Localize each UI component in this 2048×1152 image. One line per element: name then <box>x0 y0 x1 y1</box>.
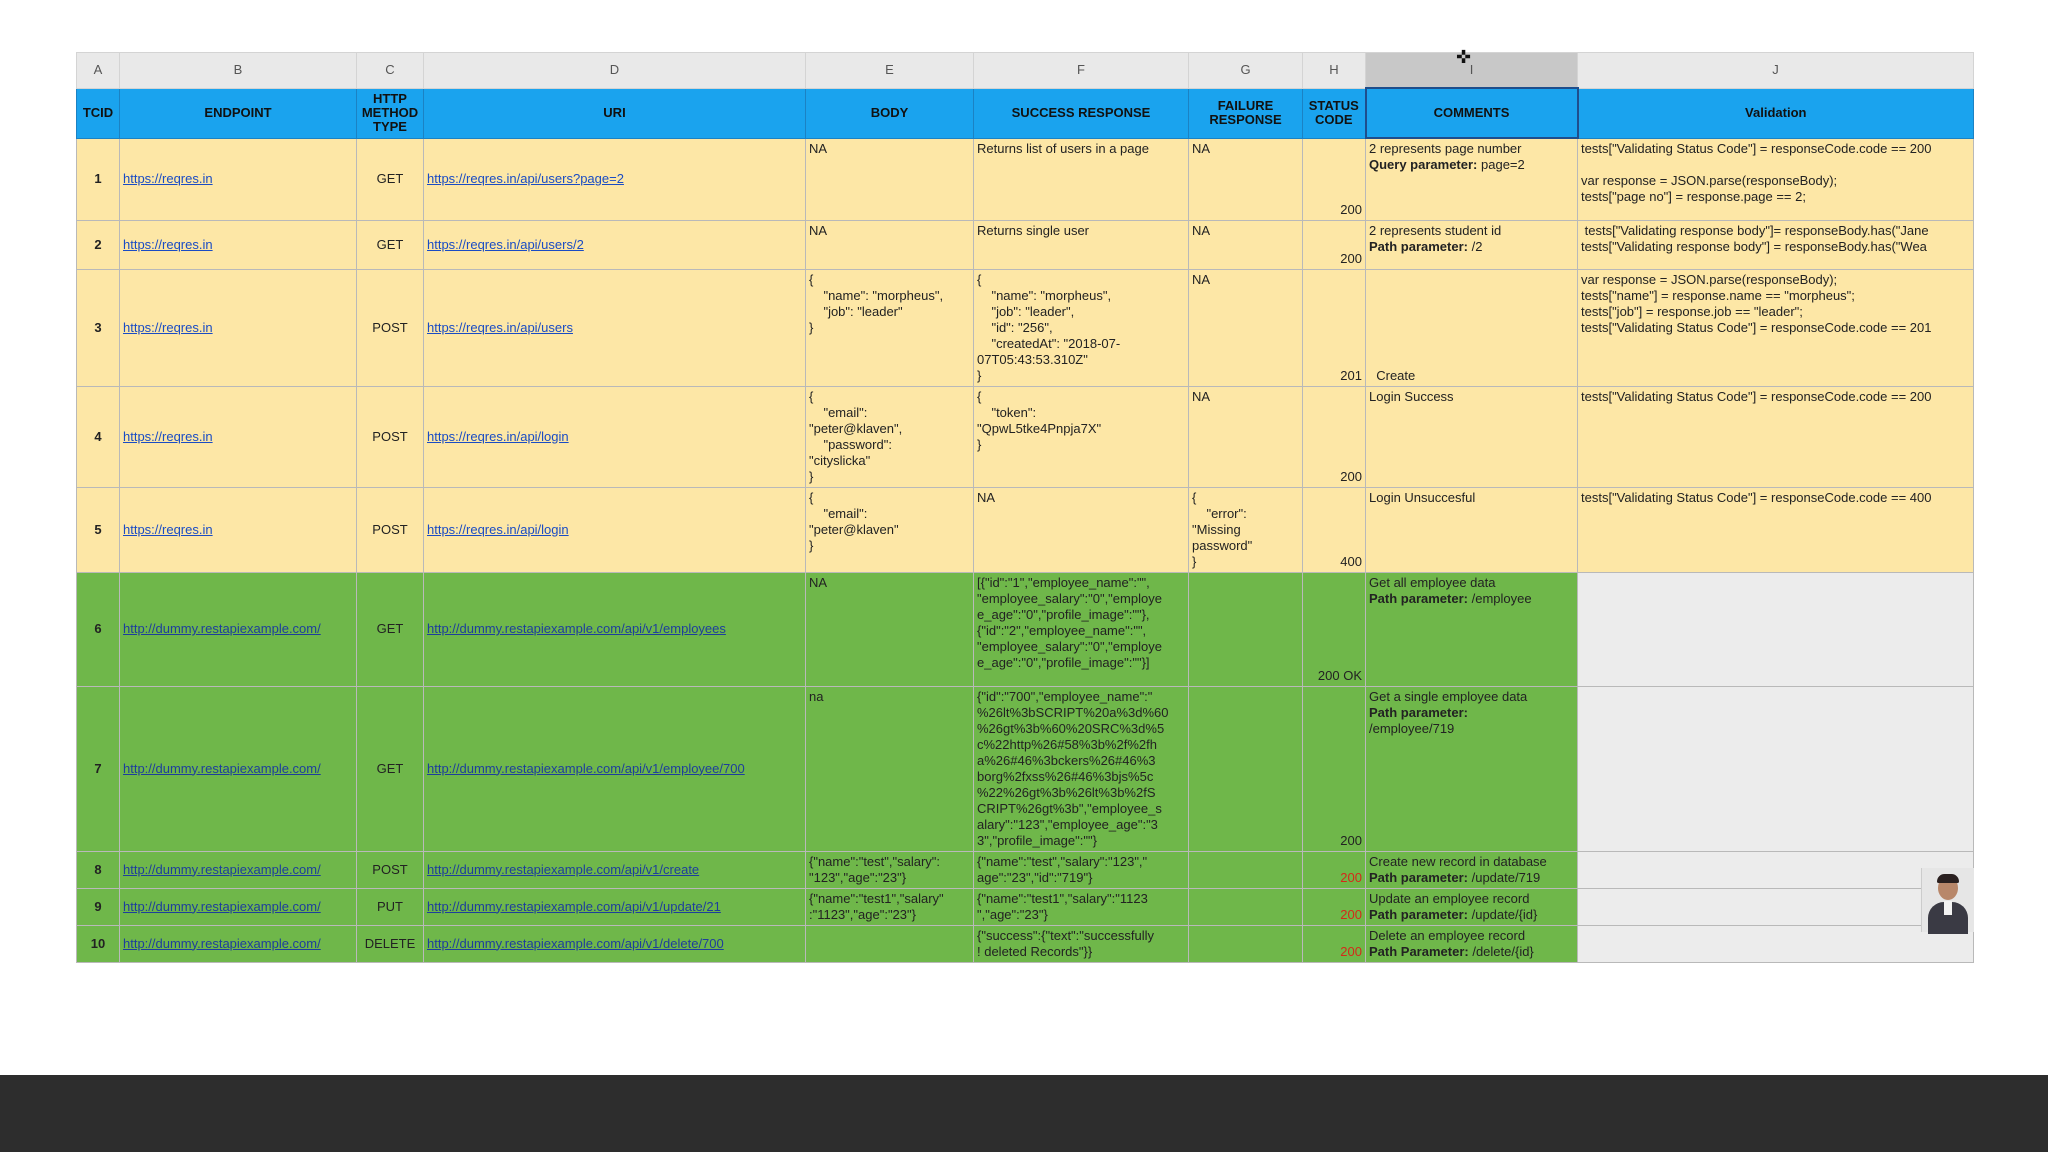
method-cell[interactable] <box>357 888 424 925</box>
tcid-cell[interactable] <box>77 386 120 487</box>
body-cell[interactable] <box>806 138 974 220</box>
column-letter-row <box>77 53 1974 89</box>
tcid-value: 1 <box>94 171 102 186</box>
comment-param-label: Path parameter: <box>1369 906 1468 922</box>
status-code-cell[interactable] <box>1303 269 1366 386</box>
comment-text: Create <box>1376 367 1416 383</box>
success-response-cell[interactable] <box>974 487 1189 572</box>
validation-value: tests["Validating Status Code"] = responseCode.code == 200 var response = JSON.parse(responseBody); tests["page no"] = response.page == 2; <box>1581 140 1932 204</box>
endpoint-link[interactable]: http://dummy.restapiexample.com/ <box>123 861 321 877</box>
body-cell[interactable] <box>806 220 974 269</box>
success-response-value: [{"id":"1","employee_name":"", "employee_salary":"0","employe e_age":"0","profile_image":""}, {"id":"2","employee_name":"", "employee_salary":"0","employe e_age":"0","profile_image":""}] <box>977 574 1162 670</box>
tcid-cell[interactable] <box>77 888 120 925</box>
status-code-value: 200 OK <box>1317 667 1362 683</box>
comment-param-label: Path parameter: <box>1369 238 1468 254</box>
status-code-cell[interactable] <box>1303 138 1366 220</box>
comment-text: Get a single employee data <box>1369 688 1528 704</box>
validation-cell[interactable] <box>1578 572 1974 686</box>
validation-cell[interactable] <box>1578 269 1974 386</box>
endpoint-link[interactable]: http://dummy.restapiexample.com/ <box>123 760 321 776</box>
tcid-value: 3 <box>94 319 102 335</box>
header-row <box>77 88 1974 138</box>
tcid-cell[interactable] <box>77 925 120 962</box>
success-response-value: { "token": "QpwL5tke4Pnpja7X" } <box>977 388 1102 452</box>
method-value: GET <box>376 621 404 636</box>
method-cell[interactable] <box>357 572 424 686</box>
failure-response-cell[interactable] <box>1189 138 1303 220</box>
endpoint-cell[interactable] <box>120 487 357 572</box>
uri-cell[interactable] <box>424 386 806 487</box>
failure-response-value: NA <box>1192 140 1211 156</box>
failure-response-cell[interactable] <box>1189 487 1303 572</box>
failure-response-cell[interactable] <box>1189 925 1303 962</box>
header-validation[interactable]: Validation <box>1578 88 1974 138</box>
method-value: POST <box>372 521 408 537</box>
presenter-avatar <box>1921 868 1974 932</box>
tcid-value: 6 <box>94 621 102 636</box>
uri-cell[interactable] <box>424 138 806 220</box>
uri-link[interactable]: https://reqres.in/api/login <box>427 521 569 537</box>
column-letter-i[interactable]: I <box>1366 53 1578 89</box>
success-response-cell[interactable] <box>974 925 1189 962</box>
validation-value: var response = JSON.parse(responseBody); tests["name"] = response.name == "morpheus"; tests["job"] = response.job == "leader"; tests["Validating Status Code"] = responseCode.code == 201 <box>1581 271 1932 335</box>
endpoint-link[interactable]: https://reqres.in <box>123 236 213 252</box>
endpoint-cell[interactable] <box>120 269 357 386</box>
success-response-cell[interactable] <box>974 888 1189 925</box>
method-cell[interactable] <box>357 925 424 962</box>
uri-link[interactable]: https://reqres.in/api/users <box>427 319 573 335</box>
success-response-cell[interactable] <box>974 269 1189 386</box>
failure-response-cell[interactable] <box>1189 220 1303 269</box>
api-test-table <box>76 52 1974 963</box>
column-letter-f[interactable]: F <box>974 53 1189 89</box>
method-value: PUT <box>377 898 403 914</box>
endpoint-link[interactable]: http://dummy.restapiexample.com/ <box>123 621 321 636</box>
tcid-value: 10 <box>90 935 106 951</box>
validation-cell[interactable] <box>1578 220 1974 269</box>
uri-link[interactable]: http://dummy.restapiexample.com/api/v1/employees <box>427 621 726 636</box>
table-row <box>77 851 1974 888</box>
comment-text: Get all employee data <box>1369 574 1496 590</box>
body-value: { "name": "morpheus", "job": "leader" } <box>809 271 944 335</box>
success-response-cell[interactable] <box>974 572 1189 686</box>
validation-cell[interactable] <box>1578 138 1974 220</box>
endpoint-link[interactable]: http://dummy.restapiexample.com/ <box>123 935 321 951</box>
tcid-value: 8 <box>94 861 102 877</box>
status-code-value: 400 <box>1340 553 1362 569</box>
status-code-value: 201 <box>1340 367 1362 383</box>
success-response-cell[interactable] <box>974 138 1189 220</box>
column-letter-g[interactable]: G <box>1189 53 1303 89</box>
method-value: POST <box>372 861 408 877</box>
validation-cell[interactable] <box>1578 925 1974 962</box>
comment-param-label: Path parameter: <box>1369 704 1468 720</box>
body-cell[interactable] <box>806 572 974 686</box>
status-code-value: 200 <box>1340 201 1362 217</box>
success-response-value: Returns list of users in a page <box>977 140 1149 156</box>
comment-param-value: /update/719 <box>1467 869 1541 885</box>
success-response-value: {"id":"700","employee_name":" %26lt%3bSCRIPT%20a%3d%60 %26gt%3b%60%20SRC%3d%5 c%22http%26#58%3b%2f%2fh a%26#46%3bckers%26#46%3 borg%2fxss%26#46%3bjs%5c %22%26gt%3b%26lt%3b%2fS CRIPT%26gt%3b","employee_s alary":"123","employee_age":"3 3","profile_image":""} <box>977 688 1169 848</box>
comment-param-label: Path Parameter: <box>1369 943 1469 959</box>
column-letter-a[interactable]: A <box>77 53 120 89</box>
comments-cell[interactable] <box>1366 386 1578 487</box>
body-cell[interactable] <box>806 851 974 888</box>
method-cell[interactable] <box>357 269 424 386</box>
uri-link[interactable]: https://reqres.in/api/users?page=2 <box>427 171 624 186</box>
tcid-value: 4 <box>94 428 102 444</box>
failure-response-value: NA <box>1192 271 1211 287</box>
table-row <box>77 138 1974 220</box>
comments-cell[interactable] <box>1366 269 1578 386</box>
endpoint-link[interactable]: https://reqres.in <box>123 521 213 537</box>
body-value: {"name":"test","salary": "123","age":"23"} <box>809 853 941 885</box>
header-success-response[interactable]: SUCCESS RESPONSE <box>974 88 1189 138</box>
spreadsheet <box>76 52 1973 959</box>
body-cell[interactable] <box>806 925 974 962</box>
uri-cell[interactable] <box>424 220 806 269</box>
status-code-value: 200 <box>1340 869 1362 885</box>
success-response-value: { "name": "morpheus", "job": "leader", "id": "256", "createdAt": "2018-07- 07T05:43:53.310Z" } <box>977 271 1121 383</box>
tcid-cell[interactable] <box>77 138 120 220</box>
failure-response-cell[interactable] <box>1189 851 1303 888</box>
comment-text: Create new record in database <box>1369 853 1547 869</box>
comments-cell[interactable] <box>1366 686 1578 851</box>
body-value: { "email": "peter@klaven" } <box>809 489 899 553</box>
comment-param-label: Path parameter: <box>1369 869 1468 885</box>
method-cell[interactable] <box>357 487 424 572</box>
uri-cell[interactable] <box>424 686 806 851</box>
comment-param-value: /employee/719 <box>1369 720 1455 736</box>
comment-param-value: page=2 <box>1477 157 1525 172</box>
bottom-bar <box>0 1075 2048 1152</box>
comment-text: Login Unsuccesful <box>1369 489 1476 505</box>
table-row <box>77 487 1974 572</box>
method-cell[interactable] <box>357 138 424 220</box>
uri-cell[interactable] <box>424 925 806 962</box>
comment-param-value: /update/{id} <box>1467 906 1538 922</box>
body-value: { "email": "peter@klaven", "password": "cityslicka" } <box>809 388 903 484</box>
failure-response-value: { "error": "Missing password" } <box>1192 489 1253 569</box>
column-letter-e[interactable]: E <box>806 53 974 89</box>
tcid-cell[interactable] <box>77 686 120 851</box>
method-cell[interactable] <box>357 851 424 888</box>
uri-link[interactable]: http://dummy.restapiexample.com/api/v1/employee/700 <box>427 760 745 776</box>
success-response-value: {"name":"test1","salary":"1123 ","age":"23"} <box>977 890 1148 922</box>
table-row <box>77 686 1974 851</box>
tcid-cell[interactable] <box>77 572 120 686</box>
uri-cell[interactable] <box>424 851 806 888</box>
column-letter-d[interactable]: D <box>424 53 806 89</box>
body-cell[interactable] <box>806 386 974 487</box>
status-code-cell[interactable] <box>1303 220 1366 269</box>
status-code-value: 200 <box>1340 906 1362 922</box>
failure-response-cell[interactable] <box>1189 269 1303 386</box>
header-body[interactable]: BODY <box>806 88 974 138</box>
status-code-cell[interactable] <box>1303 386 1366 487</box>
success-response-value: {"success":{"text":"successfully ! deleted Records"}} <box>977 927 1154 959</box>
table-row <box>77 269 1974 386</box>
body-cell[interactable] <box>806 487 974 572</box>
header-tcid[interactable]: TCID <box>77 88 120 138</box>
success-response-value: {"name":"test","salary":"123"," age":"23","id":"719"} <box>977 853 1148 885</box>
validation-value: tests["Validating Status Code"] = responseCode.code == 200 <box>1581 388 1932 404</box>
tcid-value: 7 <box>94 760 102 776</box>
success-response-cell[interactable] <box>974 686 1189 851</box>
table-row <box>77 220 1974 269</box>
column-letter-h[interactable]: H <box>1303 53 1366 89</box>
endpoint-link[interactable]: https://reqres.in <box>123 428 213 444</box>
tcid-cell[interactable] <box>77 851 120 888</box>
column-letter-c[interactable]: C <box>357 53 424 89</box>
tcid-cell[interactable] <box>77 487 120 572</box>
method-value: GET <box>376 171 404 186</box>
method-cell[interactable] <box>357 386 424 487</box>
comments-cell[interactable] <box>1366 487 1578 572</box>
uri-cell[interactable] <box>424 269 806 386</box>
comment-param-label: Query parameter: <box>1369 157 1478 172</box>
uri-cell[interactable] <box>424 487 806 572</box>
failure-response-cell[interactable] <box>1189 386 1303 487</box>
method-cell[interactable] <box>357 220 424 269</box>
status-code-value: 200 <box>1340 468 1362 484</box>
tcid-cell[interactable] <box>77 220 120 269</box>
status-code-cell[interactable] <box>1303 851 1366 888</box>
header-comments[interactable]: COMMENTS <box>1366 88 1578 138</box>
body-cell[interactable] <box>806 888 974 925</box>
header-endpoint[interactable]: ENDPOINT <box>120 88 357 138</box>
endpoint-link[interactable]: https://reqres.in <box>123 319 213 335</box>
validation-value: tests["Validating Status Code"] = responseCode.code == 400 <box>1581 489 1932 505</box>
header-failure-response[interactable]: FAILURE RESPONSE <box>1189 88 1303 138</box>
body-value: {"name":"test1","salary" :"1123","age":"23"} <box>809 890 944 922</box>
validation-cell[interactable] <box>1578 888 1974 925</box>
comment-param-label: Path parameter: <box>1369 590 1468 606</box>
endpoint-cell[interactable] <box>120 851 357 888</box>
status-code-cell[interactable] <box>1303 487 1366 572</box>
body-value: na <box>809 688 824 704</box>
method-value: POST <box>372 319 408 335</box>
table-row <box>77 888 1974 925</box>
failure-response-value: NA <box>1192 222 1211 238</box>
endpoint-link[interactable]: https://reqres.in <box>123 171 213 186</box>
comment-param-value: /2 <box>1467 238 1483 254</box>
comment-text: Login Success <box>1369 388 1454 404</box>
success-response-cell[interactable] <box>974 386 1189 487</box>
status-code-cell[interactable] <box>1303 686 1366 851</box>
table-row <box>77 386 1974 487</box>
status-code-value: 200 <box>1340 250 1362 266</box>
comment-param-value: /employee <box>1467 590 1532 606</box>
uri-cell[interactable] <box>424 572 806 686</box>
endpoint-cell[interactable] <box>120 386 357 487</box>
success-response-value: NA <box>977 489 996 505</box>
endpoint-cell[interactable] <box>120 138 357 220</box>
comment-text: 2 represents student id <box>1369 222 1502 238</box>
validation-value: tests["Validating response body"]= responseBody.has("Jane tests["Validating response body"] = responseBody.has("Wea <box>1581 222 1929 254</box>
endpoint-cell[interactable] <box>120 888 357 925</box>
uri-link[interactable]: http://dummy.restapiexample.com/api/v1/create <box>427 861 700 877</box>
status-code-cell[interactable] <box>1303 572 1366 686</box>
validation-cell[interactable] <box>1578 851 1974 888</box>
validation-cell[interactable] <box>1578 686 1974 851</box>
body-value: NA <box>809 222 828 238</box>
success-response-cell[interactable] <box>974 220 1189 269</box>
body-cell[interactable] <box>806 269 974 386</box>
endpoint-cell[interactable] <box>120 220 357 269</box>
table-row <box>77 572 1974 686</box>
uri-link[interactable]: http://dummy.restapiexample.com/api/v1/update/21 <box>427 898 721 914</box>
comment-text: Delete an employee record <box>1369 927 1526 943</box>
endpoint-cell[interactable] <box>120 925 357 962</box>
method-cell[interactable] <box>357 686 424 851</box>
uri-link[interactable]: http://dummy.restapiexample.com/api/v1/delete/700 <box>427 935 724 951</box>
tcid-cell[interactable] <box>77 269 120 386</box>
tcid-value: 9 <box>94 898 102 914</box>
method-value: GET <box>376 236 404 252</box>
comments-cell[interactable] <box>1366 138 1578 220</box>
validation-cell[interactable] <box>1578 487 1974 572</box>
body-value: NA <box>809 140 828 156</box>
validation-cell[interactable] <box>1578 386 1974 487</box>
comment-param-value: /delete/{id} <box>1468 943 1534 959</box>
comment-text: Update an employee record <box>1369 890 1530 906</box>
method-value: POST <box>372 428 408 444</box>
failure-response-cell[interactable] <box>1189 572 1303 686</box>
endpoint-link[interactable]: http://dummy.restapiexample.com/ <box>123 898 321 914</box>
comments-cell[interactable] <box>1366 888 1578 925</box>
endpoint-cell[interactable] <box>120 686 357 851</box>
method-value: GET <box>376 760 404 776</box>
status-code-cell[interactable] <box>1303 925 1366 962</box>
comments-cell[interactable] <box>1366 925 1578 962</box>
failure-response-cell[interactable] <box>1189 888 1303 925</box>
success-response-cell[interactable] <box>974 851 1189 888</box>
failure-response-value: NA <box>1192 388 1211 404</box>
success-response-value: Returns single user <box>977 222 1089 238</box>
comment-text: 2 represents page number <box>1369 141 1522 156</box>
method-value: DELETE <box>364 935 416 951</box>
uri-link[interactable]: https://reqres.in/api/users/2 <box>427 236 584 252</box>
failure-response-cell[interactable] <box>1189 686 1303 851</box>
column-letter-j[interactable]: J <box>1578 53 1974 89</box>
uri-cell[interactable] <box>424 888 806 925</box>
status-code-cell[interactable] <box>1303 888 1366 925</box>
status-code-value: 200 <box>1340 943 1362 959</box>
tcid-value: 2 <box>94 236 102 252</box>
endpoint-cell[interactable] <box>120 572 357 686</box>
tcid-value: 5 <box>94 521 102 537</box>
comments-cell[interactable] <box>1366 851 1578 888</box>
header-http-method[interactable]: HTTP METHOD TYPE <box>357 88 424 138</box>
comments-cell[interactable] <box>1366 220 1578 269</box>
column-letter-b[interactable]: B <box>120 53 357 89</box>
body-cell[interactable] <box>806 686 974 851</box>
comments-cell[interactable] <box>1366 572 1578 686</box>
table-row <box>77 925 1974 962</box>
uri-link[interactable]: https://reqres.in/api/login <box>427 428 569 444</box>
body-value: NA <box>809 574 828 590</box>
header-status-code[interactable]: STATUS CODE <box>1303 88 1366 138</box>
status-code-value: 200 <box>1340 832 1362 848</box>
header-uri[interactable]: URI <box>424 88 806 138</box>
cursor-icon: ✜ <box>1456 47 1472 67</box>
